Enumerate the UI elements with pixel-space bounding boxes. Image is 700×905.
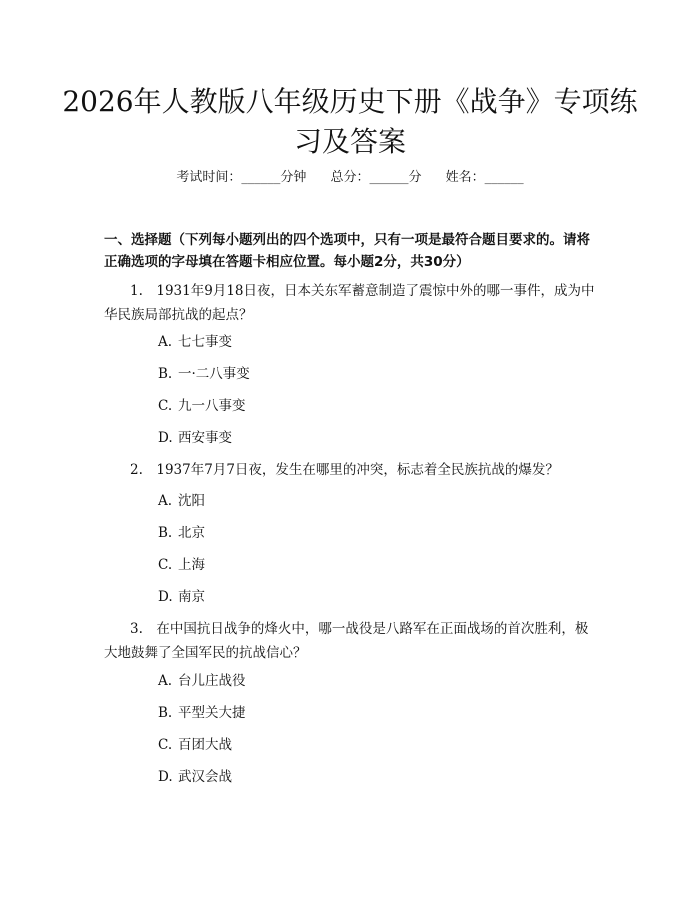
option-letter: D. [158, 769, 173, 785]
question-3-option-d [158, 767, 232, 787]
question-1: 1. 1931年9月18日夜，日本关东军蓄意制造了震惊中外的哪一事件，成为中华民族局部抗战的起点？ [104, 283, 595, 323]
document-title: 2026年人教版八年级历史下册《战争》专项练习及答案 [62, 85, 638, 158]
option-text: 北京 [178, 525, 205, 541]
option-text: 台儿庄战役 [178, 673, 246, 689]
question-2-option-b [158, 523, 205, 543]
option-letter: C. [158, 398, 173, 414]
exam-meta [0, 168, 700, 188]
question-3-option-c [158, 735, 232, 755]
option-letter: A. [158, 334, 173, 350]
option-letter: D. [158, 430, 173, 446]
question-2-option-a [158, 491, 205, 511]
option-letter: C. [158, 737, 173, 753]
option-text: 七七事变 [178, 334, 232, 350]
question-2-option-d [158, 587, 205, 607]
question-3: 3. 在中国抗日战争的烽火中，哪一战役是八路军在正面战场的首次胜利，极大地鼓舞了全国军民的抗战信心？ [104, 621, 589, 661]
total-score-field: 总分：______分 [330, 170, 422, 185]
option-text: 九一八事变 [178, 398, 246, 414]
option-letter: B. [158, 525, 173, 541]
question-1-option-d [158, 428, 232, 448]
option-text: 南京 [178, 589, 205, 605]
name-field: 姓名：______ [445, 170, 524, 185]
option-letter: C. [158, 557, 173, 573]
option-text: 一·二八事变 [178, 366, 250, 382]
option-letter: A. [158, 493, 173, 509]
option-letter: B. [158, 705, 173, 721]
exam-time-field: 考试时间：______分钟 [176, 170, 307, 185]
question-3-option-b [158, 703, 246, 723]
question-1-option-a [158, 332, 232, 352]
option-text: 武汉会战 [178, 769, 232, 785]
option-text: 沈阳 [178, 493, 205, 509]
option-text: 西安事变 [178, 430, 232, 446]
question-2-option-c [158, 555, 205, 575]
option-text: 平型关大捷 [178, 705, 246, 721]
option-text: 百团大战 [178, 737, 232, 753]
option-text: 上海 [178, 557, 205, 573]
option-letter: D. [158, 589, 173, 605]
option-letter: A. [158, 673, 173, 689]
question-2: 2. 1937年7月7日夜，发生在哪里的冲突，标志着全民族抗战的爆发？ [130, 462, 559, 478]
option-letter: B. [158, 366, 173, 382]
question-3-option-a [158, 671, 246, 691]
question-1-option-c [158, 396, 246, 416]
question-1-option-b [158, 364, 250, 384]
section-heading: 一、选择题（下列每小题列出的四个选项中，只有一项是最符合题目要求的。请将正确选项的字母填在答题卡相应位置。每小题2分，共30分） [104, 232, 590, 270]
